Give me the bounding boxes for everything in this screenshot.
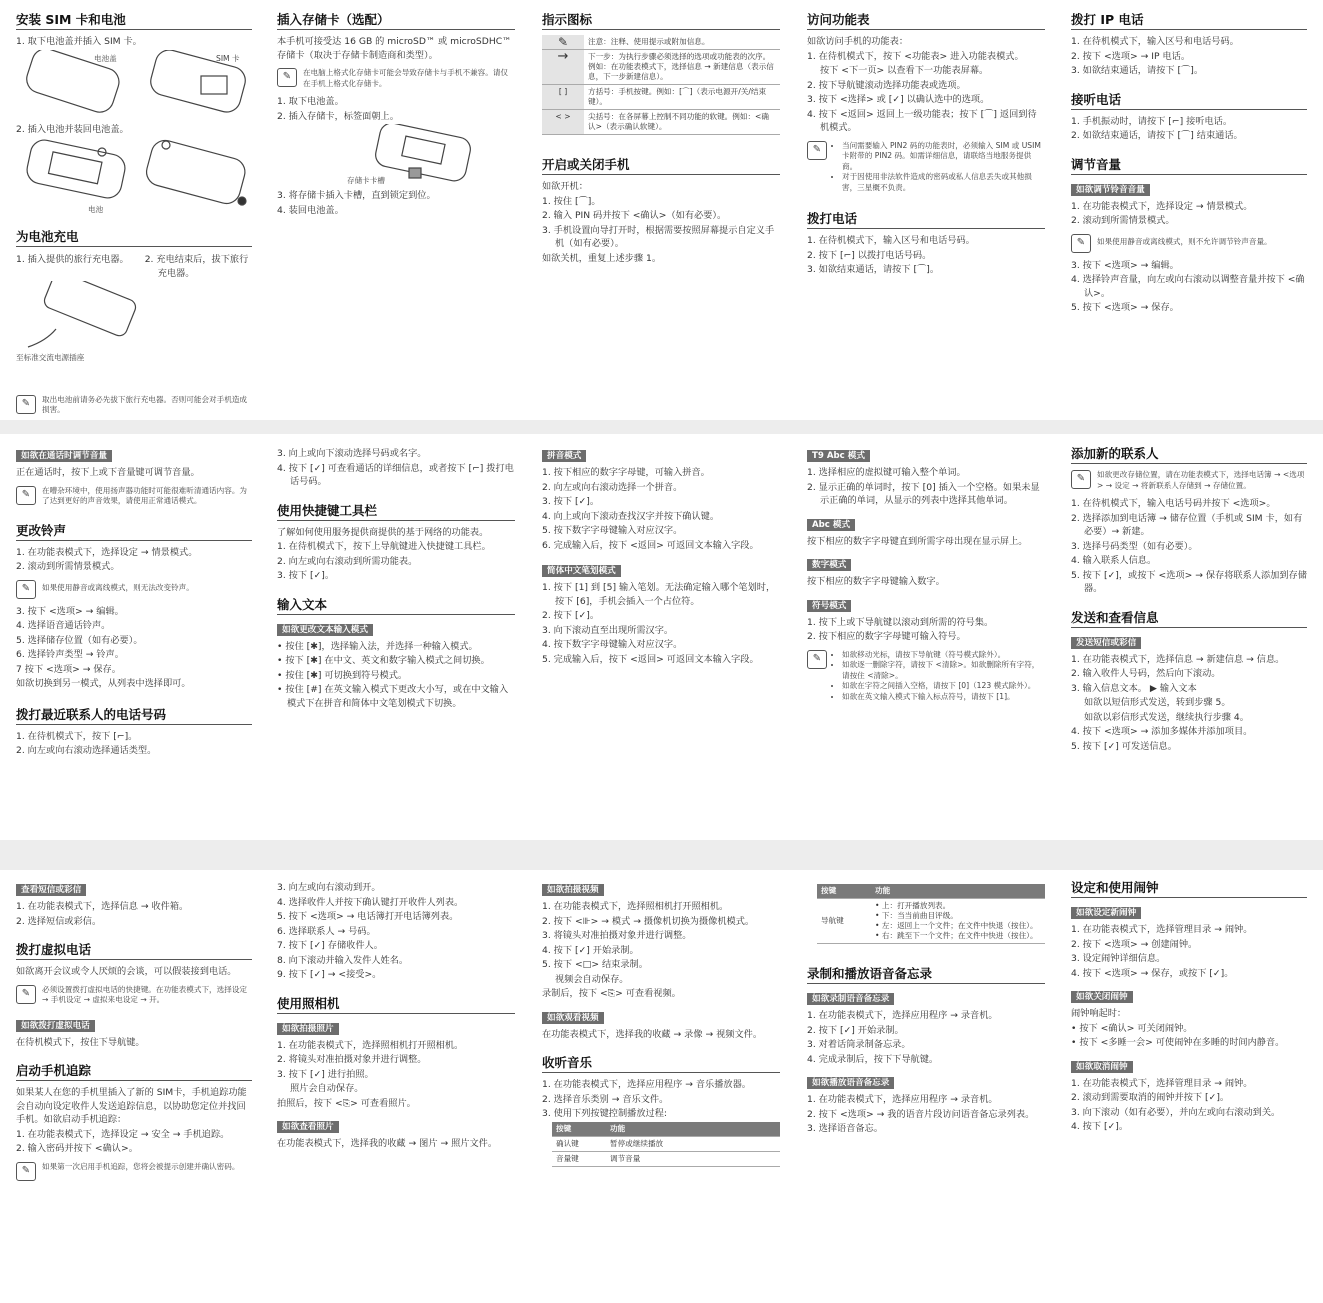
- paragraph: 如果某人在您的手机里插入了新的 SIM卡，手机追踪功能会自动向设定收件人发送追踪信息，以协助您定位并找回手机。如欲启动手机追踪：: [16, 1087, 247, 1125]
- paragraph: 如欲开机：: [542, 181, 588, 192]
- step: 2. 按下 <选项> → IP 电话。: [1071, 50, 1191, 62]
- section-heading: 为电池充电: [16, 229, 252, 247]
- table-cell: 尖括号：在各屏幕上控制不同功能的软键。例如：<确认>（表示确认软键）。: [584, 110, 780, 135]
- subsection-tag: T9 Abc 模式: [807, 450, 870, 462]
- paragraph: 如欲离开会议或令人厌烦的会谈，可以假装接到电话。: [16, 966, 237, 977]
- music-key-table: [552, 1122, 780, 1167]
- step: 2. 向左或向右滚动选择一个拼音。: [542, 481, 683, 493]
- paragraph: 如欲切换到另一模式，从列表中选择即可。: [16, 678, 191, 689]
- note-text: 如果使用静音或离线模式，则不允许调节铃声音量。: [1097, 236, 1272, 246]
- step: 2. 选择音乐类别 → 音乐文件。: [542, 1093, 669, 1105]
- step: 1. 在功能表模式下，选择应用程序 → 录音机。: [807, 1010, 998, 1021]
- table-header: 功能: [871, 884, 1045, 899]
- section-heading: 使用快捷键工具栏: [277, 503, 515, 521]
- paragraph: 闹钟响起时：: [1071, 1008, 1127, 1019]
- memory-card-illustration: [277, 124, 515, 188]
- subsection-tag: 如欲设定新闹钟: [1071, 907, 1141, 919]
- paragraph: 本手机可接受达 16 GB 的 microSD™ 或 microSDHC™ 存储卡（取决于存储卡制造商和类型）。: [277, 36, 512, 61]
- step: 3. 向下滚动（如有必要），并向左或向右滚动到关。: [1071, 1106, 1281, 1118]
- column: [277, 446, 515, 711]
- step: 2. 按下 [⌐] 以拨打电话号码。: [807, 249, 932, 261]
- note-icon: ✎: [16, 580, 36, 599]
- step: 2. 按下 <选项> → 我的语音片段访问语音备忘录列表。: [807, 1108, 1035, 1120]
- note-item: • 当问需要输入 PIN2 码的功能表时，必须输入 SIM 或 USIM 卡附带的 PIN2 码。如需详细信息，请联络当地服务提供商。: [842, 141, 1045, 173]
- bullet-item: • 按下 <多睡一会> 可使闹钟在多睡的时间内静音。: [1071, 1037, 1285, 1048]
- step: 1. 在功能表模式下，选择管理目录 → 闹钟。: [1071, 924, 1253, 935]
- callout-label: SIM 卡: [216, 53, 240, 63]
- step: 1. 在功能表模式下，选择信息 → 收件箱。: [16, 901, 189, 912]
- step: 3. 按下 [✓]。: [542, 496, 600, 507]
- note-icon: ✎: [16, 1162, 36, 1181]
- note-icon: ✎: [807, 650, 827, 669]
- subsection-tag: 如欲拍摄视频: [542, 884, 604, 896]
- subsection-tag: 如欲拍摄照片: [277, 1023, 339, 1035]
- column: [807, 446, 1045, 708]
- bullet-item: • 按住 [✱] 可切换到符号模式。: [277, 669, 408, 681]
- column: [542, 12, 780, 266]
- subsection-tag: Abc 模式: [807, 519, 855, 531]
- battery-insert-illustration: [16, 137, 252, 215]
- table-header-row: [552, 1122, 780, 1137]
- step: 2. 输入密码并按下 <确认>。: [16, 1143, 138, 1154]
- table-row: [817, 899, 1045, 944]
- step: 2. 选择短信或彩信。: [16, 915, 102, 927]
- step: 3. 向左或向右滚动到开。: [277, 882, 381, 893]
- step: 3. 选择语音备忘。: [807, 1123, 883, 1134]
- subsection-tag: 如欲调节铃音音量: [1071, 184, 1150, 196]
- subsection-tag: 如欲录制语音备忘录: [807, 993, 894, 1005]
- table-row: [552, 1151, 780, 1166]
- note-item: • 对于因使用非法软件造成的密码或私人信息丢失或其他损害，三星概不负责。: [842, 172, 1045, 193]
- paragraph: 在待机模式下，按住下导航键。: [16, 1036, 145, 1048]
- step: 1. 取下电池盖。: [277, 96, 344, 107]
- note: [1071, 470, 1307, 491]
- note-icon: ✎: [1071, 470, 1091, 489]
- note: [807, 650, 1045, 703]
- step: 5. 按下 [✓] 可发送信息。: [1071, 740, 1177, 752]
- section-heading: 访问功能表: [807, 12, 1045, 30]
- subsection-tag: 拼音模式: [542, 450, 586, 462]
- step: 3. 使用下列按键控制播放过程:: [542, 1108, 668, 1119]
- step: 4. 向上或向下滚动查找汉字并按下确认键。: [542, 510, 720, 522]
- step: 3. 向下滚动直至出现所需汉字。: [542, 624, 674, 636]
- step: 9. 按下 [✓] → <接受>。: [277, 969, 382, 980]
- arrow-icon: →: [542, 50, 584, 85]
- column: [542, 446, 780, 667]
- note-text: 如欲更改存储位置，请在功能表模式下，选择电话簿 → <选项> → 设定 → 将新联系人存储到 → 存储位置。: [1097, 470, 1305, 490]
- step: 3. 设定闹钟详细信息。: [1071, 953, 1166, 964]
- table-row: [542, 35, 780, 50]
- table-cell: [871, 899, 1045, 944]
- step: 1. 在待机模式下，按下上导航键进入快捷键工具栏。: [277, 541, 491, 552]
- section-heading: 调节音量: [1071, 157, 1307, 175]
- step: 1. 在功能表模式下，选择设定 → 安全 → 手机追踪。: [16, 1128, 230, 1140]
- step: 4. 选择语音通话铃声。: [16, 620, 111, 631]
- subsection-tag: 符号模式: [807, 600, 851, 612]
- subsection-tag: 简体中文笔划模式: [542, 565, 621, 577]
- table-row: [552, 1136, 780, 1151]
- note-icon: ✎: [16, 985, 36, 1004]
- step: 6. 选择铃声类型 → 铃声。: [16, 649, 124, 660]
- step: 1. 在功能表模式下，选择应用程序 → 录音机。: [807, 1094, 998, 1105]
- step: 4. 按下 [✓] 可查看通话的详细信息，或者按下 [⌐] 拨打电话号码。: [277, 462, 514, 487]
- step: 4. 完成录制后，按下下导航键。: [807, 1053, 939, 1065]
- subsection-tag: 查看短信或彩信: [16, 884, 86, 896]
- column: [807, 12, 1045, 278]
- list-item: • 下：当当前曲目评级。: [875, 911, 958, 920]
- step: 2. 显示正确的单词时，按下 [0] 插入一个空格。如果未显示正确的单词，从显示的列表中选择其他单词。: [807, 481, 1040, 506]
- step: 1. 选择相应的虚拟键可输入整个单词。: [807, 467, 966, 478]
- section-divider: [0, 420, 1323, 434]
- step: 4. 输入联系人信息。: [1071, 555, 1157, 566]
- note-icon: ✎: [542, 35, 584, 50]
- phone-back-illustration: [16, 50, 252, 122]
- step: 1. 在功能表模式下，选择应用程序 → 音乐播放器。: [542, 1079, 751, 1090]
- step: 1. 在待机模式下，输入区号和电话号码。: [807, 235, 975, 246]
- table-cell: 调节音量: [606, 1151, 780, 1166]
- subsection-tag: 发送短信或彩信: [1071, 637, 1141, 649]
- note-item: • 如欲在字符之间插入空格，请按下 [0]（123 模式除外）。: [842, 681, 1045, 692]
- step: 3. 如欲结束通话，请按下 [⌒]。: [807, 264, 940, 275]
- table-cell: 确认键: [552, 1136, 606, 1151]
- step: 1. 在待机模式下，按下 <功能表> 进入功能表模式。: [807, 50, 1024, 62]
- callout-label: 电池盖: [94, 53, 117, 63]
- angle-bracket-icon: < >: [542, 110, 584, 135]
- bracket-icon: [ ]: [542, 85, 584, 110]
- step: 5. 按下 [✓]，或按下 <选项> → 保存将联系人添加到存储器。: [1071, 569, 1307, 594]
- list-item: • 上：打开播放列表。: [875, 901, 951, 910]
- bullet-item: • 按住 [✱]，选择输入法，并选择一种输入模式。: [277, 640, 478, 652]
- step: 3. 将镜头对准拍摄对象并进行调整。: [542, 930, 692, 941]
- step: 1. 在功能表模式下，选择设定 → 情景模式。: [1071, 200, 1253, 212]
- table-cell: 方括号：手机按键。例如：[⌒]（表示电源开/关/结束键）。: [584, 85, 780, 110]
- table-cell: 导航键: [817, 899, 871, 944]
- step: 6. 选择联系人 → 号码。: [277, 925, 376, 937]
- step: 3. 如欲结束通话，请按下 [⌒]。: [1071, 65, 1204, 76]
- step: 1. 在功能表模式下，选择信息 → 新建信息 → 信息。: [1071, 653, 1285, 665]
- step: 1. 在功能表模式下，选择照相机打开照相机。: [542, 901, 729, 912]
- step: 3. 按下 <选项> → 编辑。: [16, 605, 124, 617]
- step: 2. 按下导航键滚动选择功能表或选项。: [807, 79, 966, 91]
- step: 5. 按下数字字母键输入对应汉字。: [542, 525, 683, 536]
- note: [16, 486, 252, 507]
- step: 2. 滚动到需要取消的闹钟并按下 [✓]。: [1071, 1092, 1230, 1103]
- step: 2. 按下相应的数字字母键可输入符号。: [807, 631, 966, 642]
- step: 5. 按下 <□> 结束录制。: [542, 959, 648, 970]
- note: [16, 580, 252, 599]
- section-heading: 拨打 IP 电话: [1071, 12, 1307, 30]
- note: [16, 395, 252, 416]
- step: 1. 按下 [1] 到 [5] 输入笔划。无法确定输入哪个笔划时，按下 [6]，手机会插入一个占位符。: [542, 582, 776, 607]
- list-item: • 左：返回上一个文件；在文件中快退（按住）。: [875, 921, 1038, 930]
- note-icon: ✎: [16, 395, 36, 414]
- column: [16, 12, 252, 422]
- section-heading: 安装 SIM 卡和电池: [16, 12, 252, 30]
- step-detail: 如欲以彩信形式发送，继续执行步骤 4。: [1084, 711, 1249, 723]
- step: 1. 在待机模式下，按下 [⌐]。: [16, 730, 138, 742]
- navigation-key-table: [817, 884, 1045, 944]
- step: 4. 按下 <选项> → 添加多媒体并添加项目。: [1071, 726, 1253, 737]
- section-heading: 使用照相机: [277, 996, 515, 1014]
- step: 3. 按下 <选项> → 编辑。: [1071, 259, 1179, 271]
- note-icon: ✎: [807, 141, 827, 160]
- subsection-tag: 如欲在通话时调节音量: [16, 450, 112, 462]
- step: 4. 选择收件人并按下确认键打开收件人列表。: [277, 896, 464, 908]
- section-heading: 接听电话: [1071, 92, 1307, 110]
- step: 4. 按下 <返回> 返回上一级功能表；按下 [⌒] 返回到待机模式。: [807, 108, 1037, 133]
- step: 4. 按下 <选项> → 保存，或按下 [✓]。: [1071, 967, 1234, 979]
- section-heading: 开启或关闭手机: [542, 157, 780, 175]
- step-detail: 如欲以短信形式发送，转到步骤 5。: [1084, 697, 1231, 708]
- table-cell: 暂停或继续播放: [606, 1136, 780, 1151]
- subsection-tag: 如欲观看视频: [542, 1012, 604, 1024]
- subsection-tag: 如欲更改文本输入模式: [277, 624, 373, 636]
- step: 2. 按下 [✓]。: [542, 610, 600, 621]
- step: 2. 输入 PIN 码并按下 <确认>（如有必要）。: [542, 210, 727, 221]
- step: 1. 在功能表模式下，选择管理目录 → 闹钟。: [1071, 1077, 1253, 1089]
- step: 7 按下 <选项> → 保存。: [16, 663, 121, 675]
- step: 4. 按下数字字母键输入对应汉字。: [542, 639, 683, 650]
- step: 1. 在功能表模式下，选择设定 → 情景模式。: [16, 546, 198, 558]
- step: 2. 向左或向右滚动选择通话类型。: [16, 745, 157, 756]
- step: 2. 按下 <选项> → 创建闹钟。: [1071, 938, 1198, 950]
- step: 5. 按下 <选项> → 保存。: [1071, 302, 1179, 313]
- subsection-tag: 数字模式: [807, 559, 851, 571]
- callout-label: 至标准交流电源插座: [16, 353, 85, 362]
- section-heading: 指示图标: [542, 12, 780, 30]
- step: 2. 充电结束后，拔下旅行充电器。: [144, 254, 249, 279]
- section-heading: 拨打虚拟电话: [16, 942, 252, 960]
- step: 1. 插入提供的旅行充电器。: [16, 254, 129, 265]
- bullet-item: • 按住 [#] 在英文输入模式下更改大小写，或在中文输入模式下在拼音和简体中文笔划模式下切换。: [277, 684, 509, 709]
- step: 3. 按下 [✓]。: [277, 570, 335, 581]
- section-heading: 录制和播放语音备忘录: [807, 966, 1045, 984]
- step: 2. 按下 [✓] 开始录制。: [807, 1024, 904, 1036]
- step: 1. 手机振动时，请按下 [⌐] 接听电话。: [1071, 115, 1233, 127]
- step: 3. 将存储卡插入卡槽，直到锁定到位。: [277, 190, 436, 201]
- step: 2. 向左或向右滚动到所需功能表。: [277, 555, 418, 567]
- table-header-row: [817, 884, 1045, 899]
- table-cell: 下一步：为执行步骤必须选择的选项或功能表的次序。例如：在功能表模式下，选择信息 → 新建信息（表示信息，下一步新建信息）。: [584, 50, 780, 85]
- column: [277, 12, 515, 218]
- column: [277, 880, 515, 1152]
- step-detail: 按下 <下一页> 以查看下一功能表屏幕。: [820, 65, 989, 76]
- table-header: 按键: [817, 884, 871, 899]
- subsection-tag: 如欲取消闹钟: [1071, 1061, 1133, 1073]
- step: 5. 按下 <选项> → 电话簿打开电话簿列表。: [277, 911, 459, 922]
- step: 2. 按下 <⊪> → 模式 → 摄像机切换为摄像机模式。: [542, 915, 755, 927]
- column: [16, 880, 252, 1187]
- step: 3. 按下 [✓] 进行拍照。: [277, 1068, 374, 1080]
- paragraph: 如欲访问手机的功能表：: [807, 36, 909, 47]
- paragraph: 在功能表模式下，选择我的收藏 → 图片 → 照片文件。: [277, 1138, 498, 1149]
- step: 3. 向上或向下滚动选择号码或名字。: [277, 448, 427, 459]
- bullet-item: • 按下 <确认> 可关闭闹钟。: [1071, 1022, 1193, 1034]
- section-heading: 拨打最近联系人的电话号码: [16, 707, 252, 725]
- step: 1. 在待机模式下，输入区号和电话号码。: [1071, 36, 1239, 47]
- column: [542, 880, 780, 1167]
- step: 2. 插入电池并装回电池盖。: [16, 123, 129, 135]
- column: [1071, 446, 1307, 754]
- note: [16, 985, 252, 1006]
- step: 3. 对着话筒录制备忘录。: [807, 1039, 911, 1050]
- note-text: 必须设置拨打虚拟电话的快捷键。在功能表模式下，选择设定 → 手机设定 → 虚拟来电设定 → 开。: [42, 984, 248, 1004]
- step: 1. 按下上或下导航键以滚动到所需的符号集。: [807, 616, 994, 628]
- step: 1. 在待机模式下，输入电话号码并按下 <选项>。: [1071, 498, 1276, 509]
- column: [807, 884, 1045, 1137]
- note-text: 如果第一次启用手机追踪，您将会被提示创建并确认密码。: [42, 1161, 240, 1171]
- section-heading: 设定和使用闹钟: [1071, 880, 1307, 898]
- step: 2. 滚动到所需情景模式。: [16, 561, 120, 572]
- paragraph: 了解如何使用服务提供商提供的基于网络的功能表。: [277, 526, 489, 538]
- step: 1. 取下电池盖并插入 SIM 卡。: [16, 36, 142, 47]
- note-icon: ✎: [277, 68, 297, 87]
- note-item: • 如欲移动光标，请按下导航键（符号模式除外）。: [842, 650, 1045, 661]
- table-row: [542, 85, 780, 110]
- section-heading: 更改铃声: [16, 523, 252, 541]
- step: 5. 选择储存位置（如有必要）。: [16, 634, 143, 646]
- step: 5. 完成输入后，按下 <返回> 可返回文本输入字段。: [542, 653, 759, 665]
- table-header: 按键: [552, 1122, 606, 1137]
- step: 7. 按下 [✓] 存储收件人。: [277, 940, 383, 951]
- note-text: 在电脑上格式化存储卡可能会导致存储卡与手机不兼容。请仅在手机上格式化存储卡。: [303, 68, 509, 88]
- step-detail: 照片会自动保存。: [290, 1083, 364, 1094]
- step: 2. 选择添加到电话簿 → 储存位置（手机或 SIM 卡，如有必要）→ 新建。: [1071, 512, 1303, 537]
- subsection-tag: 如欲关闭闹钟: [1071, 991, 1133, 1003]
- note-text: 取出电池前请务必先拔下旅行充电器。否则可能会对手机造成损害。: [42, 394, 248, 414]
- note-icon: ✎: [1071, 234, 1091, 253]
- step: 4. 按下 [✓]。: [1071, 1121, 1129, 1132]
- paragraph: 录制后，按下 <⎘> 可查看视频。: [542, 988, 681, 999]
- callout-label: 电池: [88, 205, 104, 214]
- note: [1071, 234, 1307, 253]
- table-cell: 音量键: [552, 1151, 606, 1166]
- list-item: • 右：跳至下一个文件；在文件中快进（按住）。: [875, 931, 1038, 940]
- step: 2. 滚动到所需情景模式。: [1071, 215, 1175, 226]
- step: 4. 按下 [✓] 开始录制。: [542, 944, 639, 956]
- note: [16, 1162, 252, 1181]
- section-heading: 启动手机追踪: [16, 1063, 252, 1081]
- paragraph: 在功能表模式下，选择我的收藏 → 录像 → 视频文件。: [542, 1028, 763, 1040]
- step: 2. 插入存储卡，标签面朝上。: [277, 110, 399, 122]
- section-heading: 添加新的联系人: [1071, 446, 1307, 464]
- subsection-tag: 如欲播放语音备忘录: [807, 1077, 894, 1089]
- step: 1. 按下相应的数字字母键，可输入拼音。: [542, 467, 710, 478]
- icon-table: [542, 35, 780, 135]
- section-heading: 输入文本: [277, 597, 515, 615]
- table-row: [542, 50, 780, 85]
- note-text: 在嘈杂环境中，使用扬声器功能时可能很难听清通话内容。为了达到更好的声音效果，请使用正常通话模式。: [42, 485, 248, 505]
- section-heading: 拨打电话: [807, 211, 1045, 229]
- step: 3. 输入信息文本。 ▶ 输入文本: [1071, 682, 1197, 694]
- section-heading: 插入存储卡（选配）: [277, 12, 515, 30]
- step-detail: 视频会自动保存。: [555, 973, 629, 985]
- note: [277, 68, 515, 89]
- paragraph: 拍照后，按下 <⎘> 可查看照片。: [277, 1097, 416, 1109]
- paragraph: 按下相应的数字字母键直到所需字母出现在显示屏上。: [807, 535, 1028, 547]
- step: 2. 输入收件人号码，然后向下滚动。: [1071, 668, 1221, 679]
- section-divider: [0, 840, 1323, 870]
- bullet-item: • 按下 [✱] 在中文、英文和数字输入模式之间切换。: [277, 655, 490, 666]
- paragraph: 正在通话时，按下上或下音量键可调节音量。: [16, 467, 200, 478]
- section-heading: 发送和查看信息: [1071, 610, 1307, 628]
- section-heading: 收听音乐: [542, 1055, 780, 1073]
- paragraph: 按下相应的数字字母键输入数字。: [807, 576, 945, 587]
- note-icon: ✎: [16, 486, 36, 505]
- paragraph: 如欲关机，重复上述步骤 1。: [542, 252, 662, 264]
- note: [807, 141, 1045, 194]
- step: 4. 装回电池盖。: [277, 204, 344, 216]
- note-item: • 如欲逐一删除字符，请按下 <清除>。如欲删除所有字符，请按住 <清除>。: [842, 660, 1045, 681]
- note-item: • 如欲在英文输入模式下输入标点符号，请按下 [1]。: [842, 692, 1045, 703]
- column: [1071, 12, 1307, 316]
- step: 3. 手机设置向导打开时，根据需要按照屏幕提示自定义手机（如有必要）。: [542, 224, 775, 249]
- step: 3. 按下 <选择> 或 [✓] 以确认选中的选项。: [807, 94, 990, 105]
- table-cell: 注意：注释、使用提示或附加信息。: [584, 35, 780, 50]
- step: 1. 在功能表模式下，选择照相机打开照相机。: [277, 1039, 464, 1051]
- step: 8. 向下滚动并输入发件人姓名。: [277, 954, 409, 966]
- step: 2. 将镜头对准拍摄对象并进行调整。: [277, 1054, 427, 1065]
- note-text: 如果使用静音或离线模式，则无法改变铃声。: [42, 582, 194, 592]
- step: 4. 选择铃声音量，向左或向右滚动以调整音量并按下 <确认>。: [1071, 274, 1305, 299]
- column: [16, 446, 252, 759]
- table-header: 功能: [606, 1122, 780, 1137]
- callout-label: 存储卡卡槽: [347, 176, 385, 185]
- step: 6. 完成输入后，按下 <返回> 可返回文本输入字段。: [542, 539, 759, 551]
- table-row: [542, 110, 780, 135]
- column: [1071, 880, 1307, 1135]
- step: 2. 如欲结束通话，请按下 [⌒] 结束通话。: [1071, 130, 1243, 141]
- charger-illustration: [16, 281, 252, 351]
- step: 3. 选择号码类型（如有必要）。: [1071, 540, 1198, 552]
- step: 1. 按住 [⌒]。: [542, 195, 601, 207]
- subsection-tag: 如欲拨打虚拟电话: [16, 1020, 95, 1032]
- subsection-tag: 如欲查看照片: [277, 1121, 339, 1133]
